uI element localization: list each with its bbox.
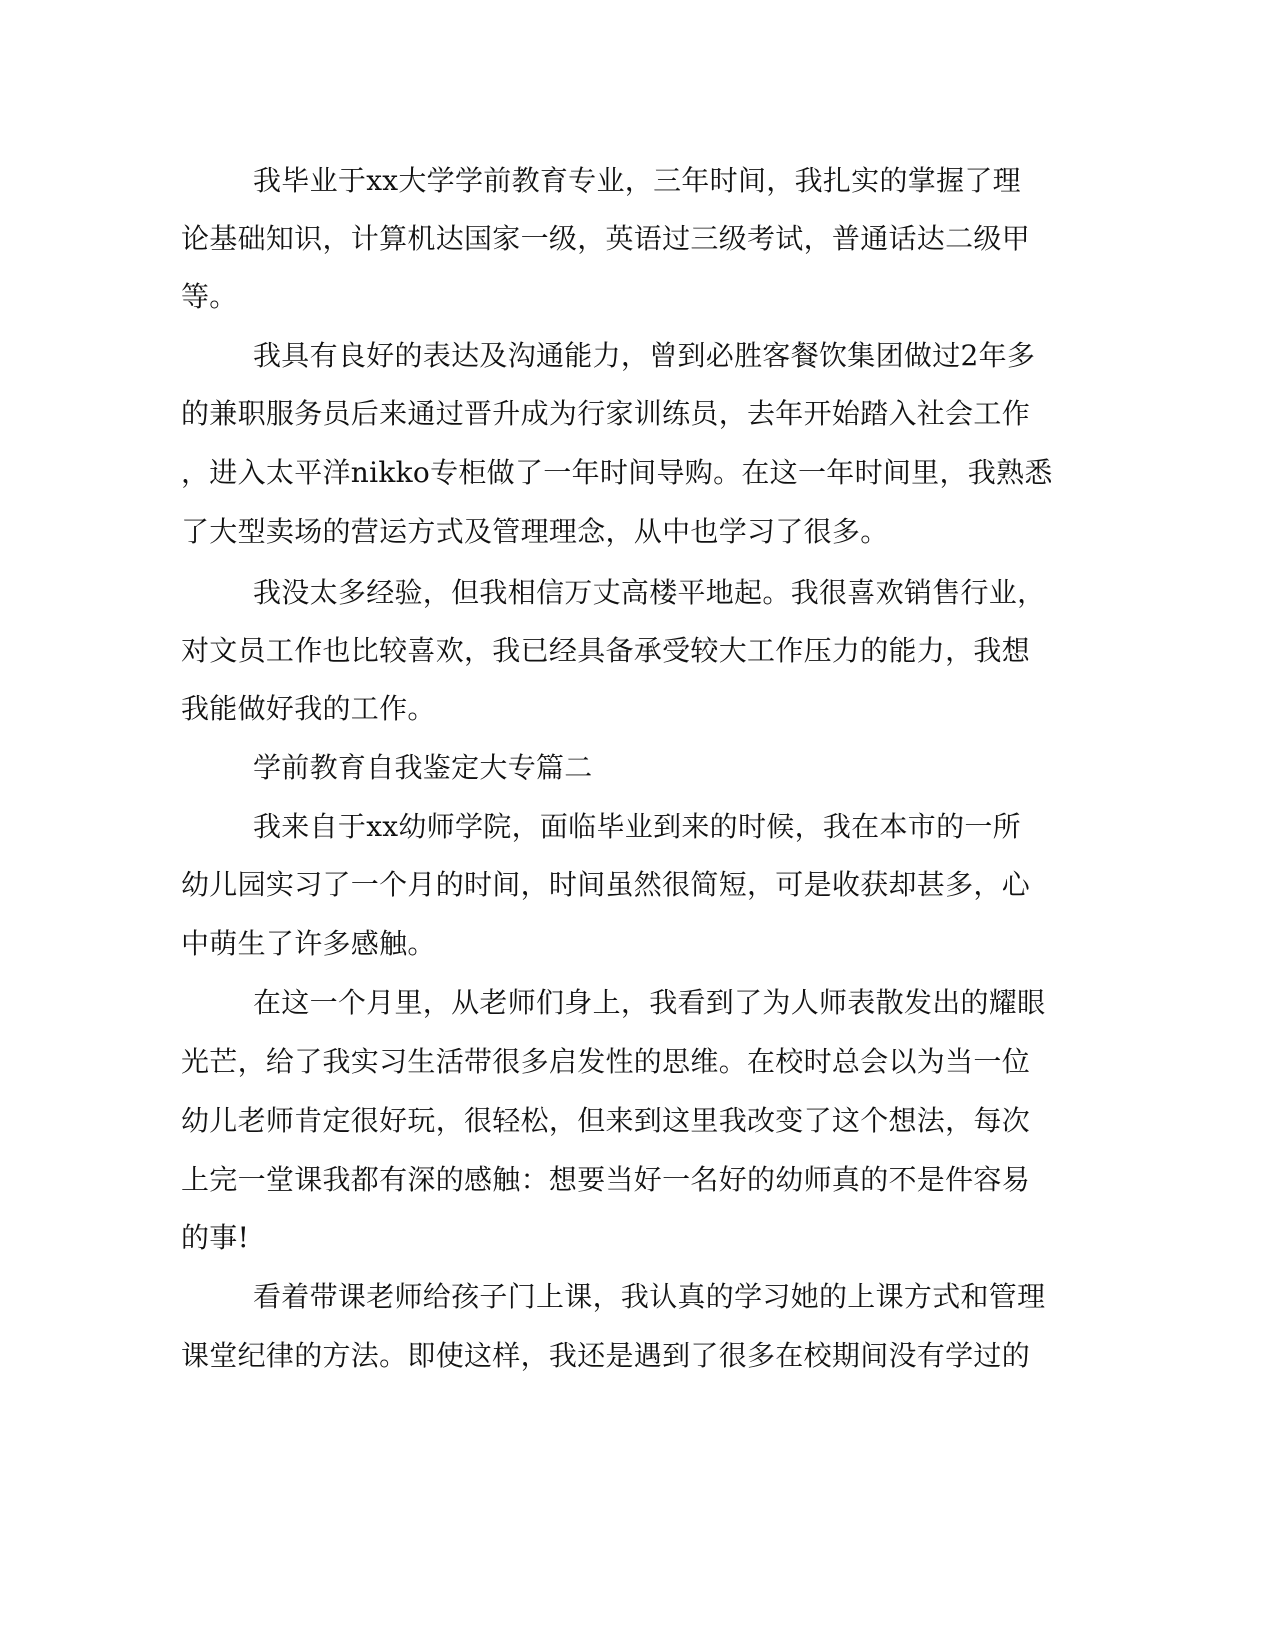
text-line: ，进入太平洋nikko专柜做了一年时间导购。在这一年时间里，我熟悉 (181, 456, 1053, 489)
text-line: 的事! (181, 1221, 250, 1254)
text-line: 等。 (181, 280, 238, 313)
text-line: 上完一堂课我都有深的感触：想要当好一名好的幼师真的不是件容易 (181, 1163, 1031, 1196)
text-line: 幼儿园实习了一个月的时间，时间虽然很简短，可是收获却甚多，心 (181, 868, 1031, 901)
text-line: 的兼职服务员后来通过晋升成为行家训练员，去年开始踏入社会工作 (181, 397, 1031, 430)
text-line: 光芒，给了我实习生活带很多启发性的思维。在校时总会以为当一位 (181, 1045, 1031, 1078)
text-line: 幼儿老师肯定很好玩，很轻松，但来到这里我改变了这个想法，每次 (181, 1104, 1031, 1137)
text-line: 我来自于xx幼师学院，面临毕业到来的时候，我在本市的一所 (253, 810, 1021, 843)
text-line: 我没太多经验，但我相信万丈高楼平地起。我很喜欢销售行业， (253, 576, 1046, 609)
text-line: 中萌生了许多感触。 (181, 927, 436, 960)
text-line: 我具有良好的表达及沟通能力，曾到必胜客餐饮集团做过2年多 (253, 339, 1036, 372)
text-line: 我毕业于xx大学学前教育专业，三年时间，我扎实的掌握了理 (253, 164, 1021, 197)
text-line: 了大型卖场的营运方式及管理理念，从中也学习了很多。 (181, 515, 889, 548)
text-line: 课堂纪律的方法。即使这样，我还是遇到了很多在校期间没有学过的 (181, 1339, 1031, 1372)
text-line: 在这一个月里，从老师们身上，我看到了为人师表散发出的耀眼 (253, 986, 1046, 1019)
text-line: 对文员工作也比较喜欢，我已经具备承受较大工作压力的能力，我想 (181, 634, 1031, 667)
section-heading: 学前教育自我鉴定大专篇二 (253, 751, 593, 784)
text-line: 我能做好我的工作。 (181, 692, 436, 725)
text-line: 看着带课老师给孩子门上课，我认真的学习她的上课方式和管理 (253, 1280, 1046, 1313)
text-line: 论基础知识，计算机达国家一级，英语过三级考试，普通话达二级甲 (181, 222, 1031, 255)
